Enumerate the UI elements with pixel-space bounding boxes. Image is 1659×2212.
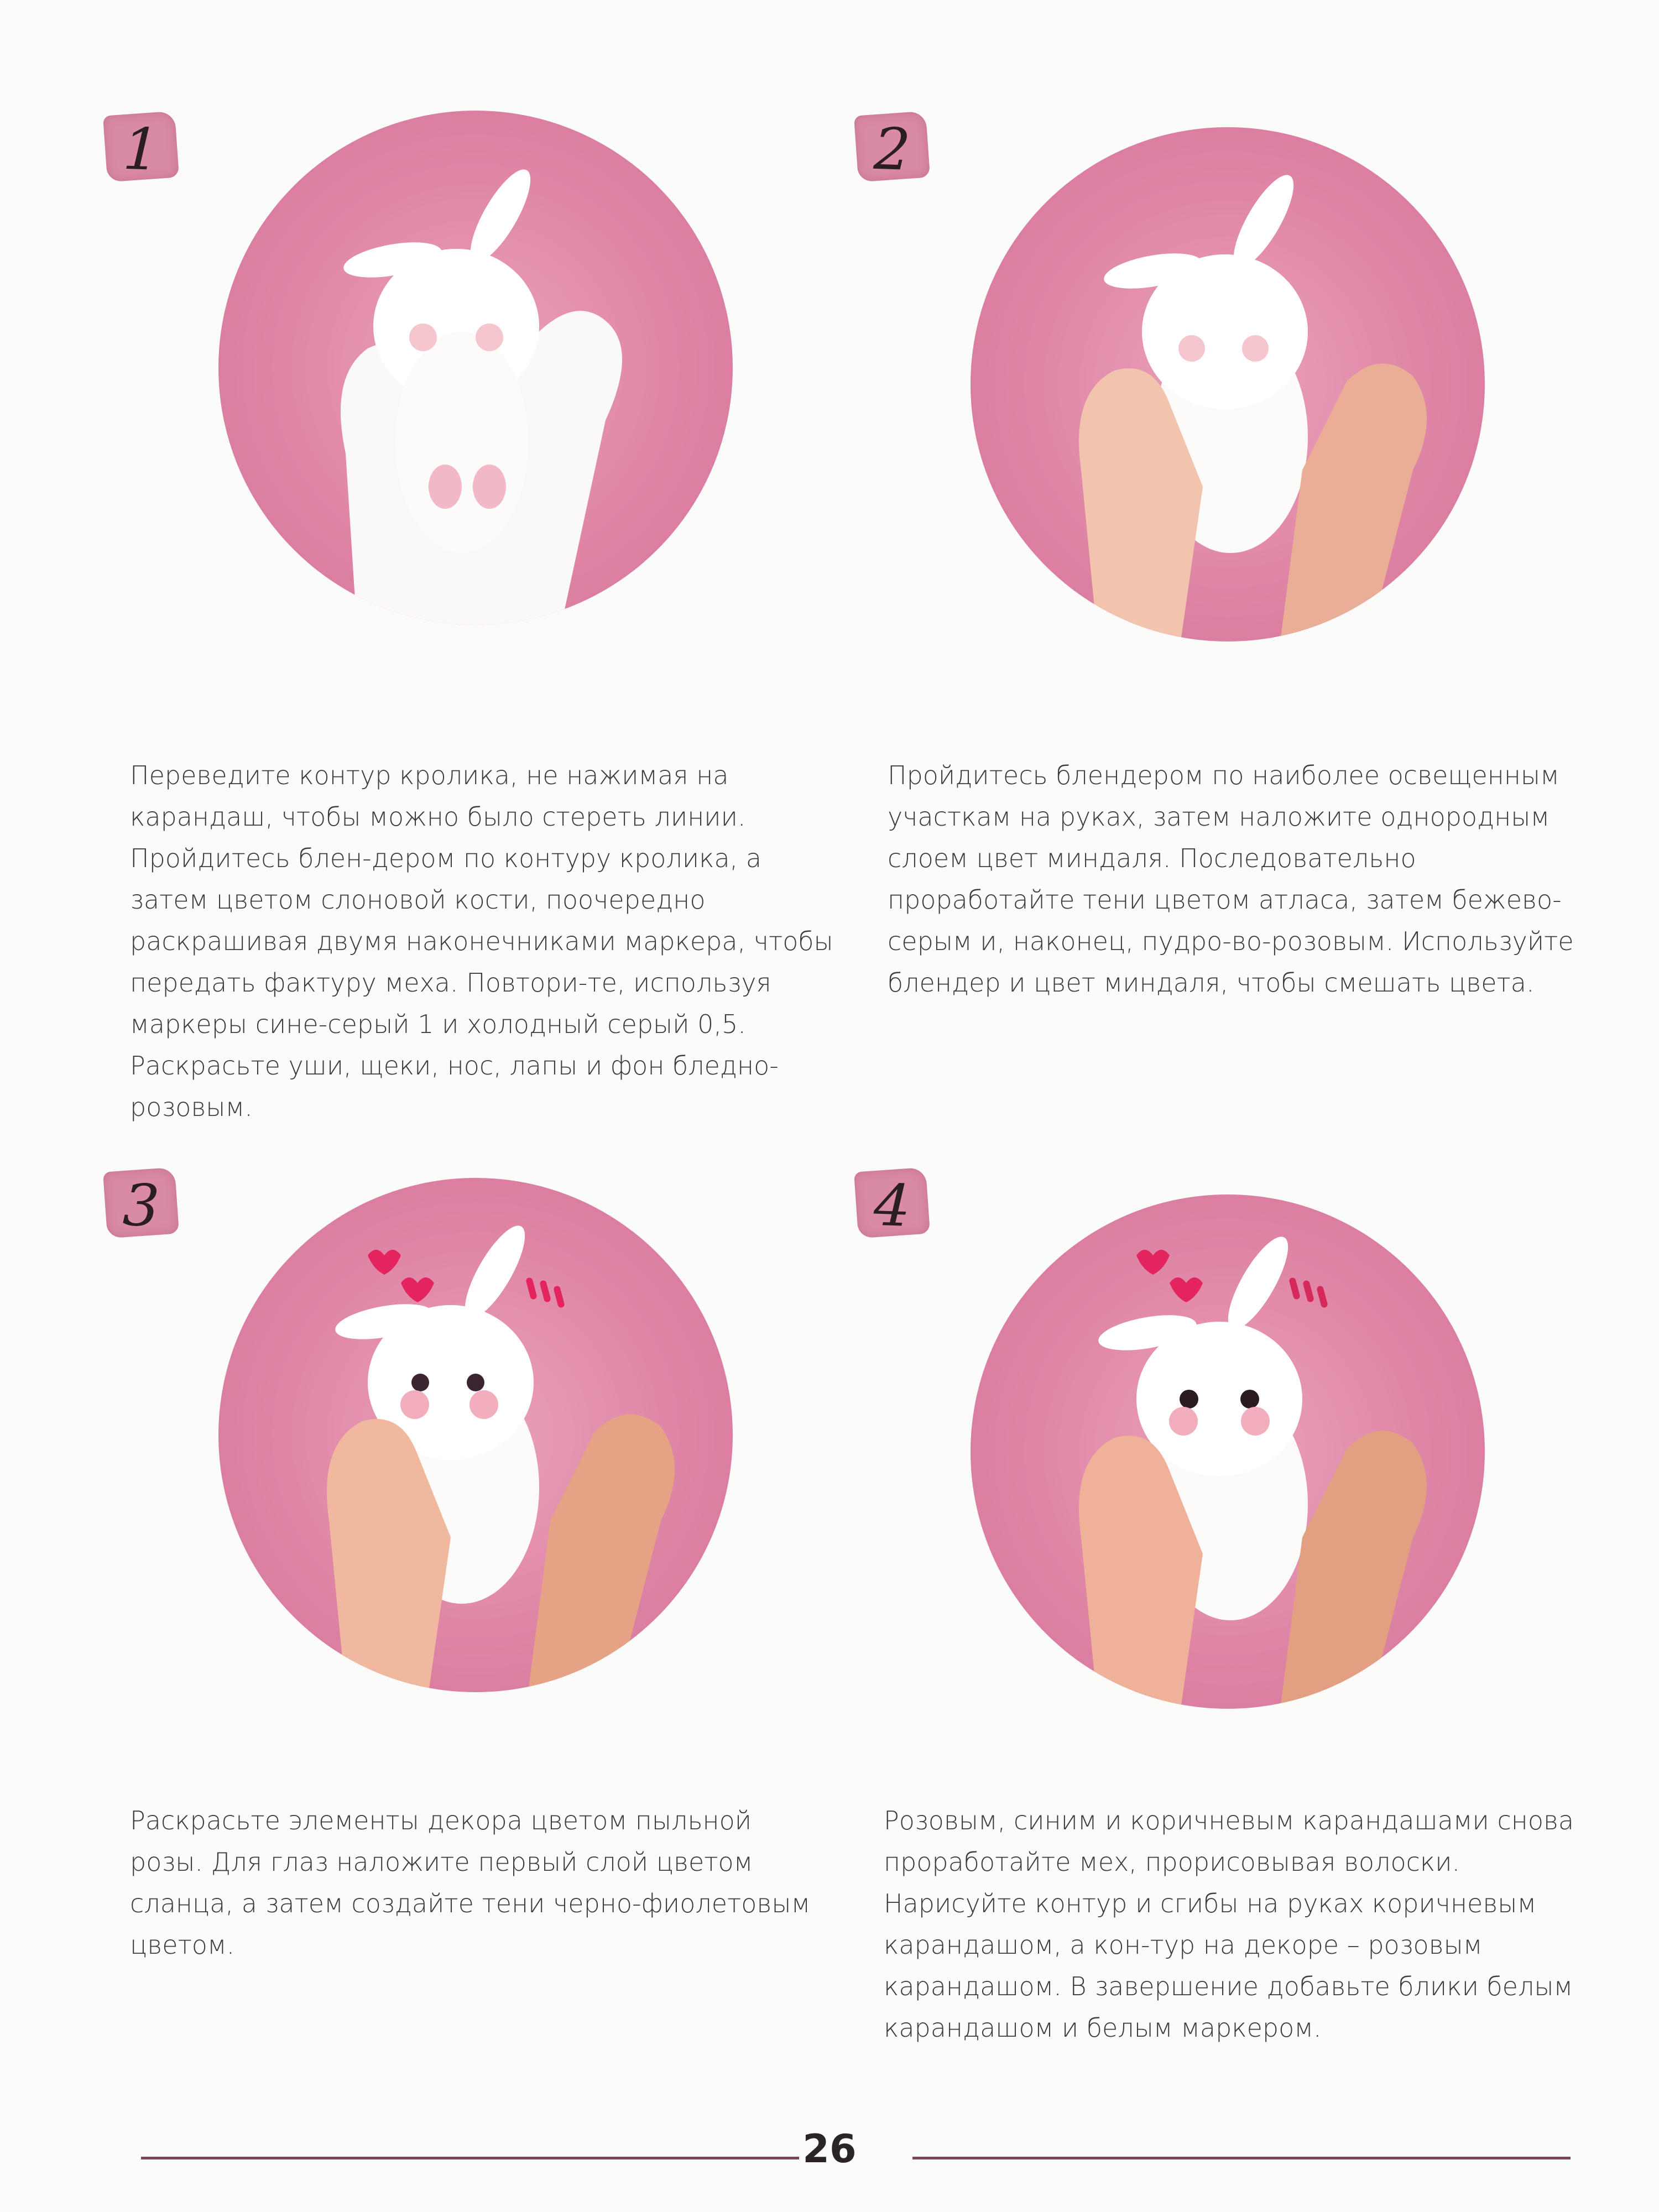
step-number-2: 2 bbox=[873, 114, 912, 184]
step-description-2: Пройдитесь блендером по наиболее освещенным участкам на руках, затем наложите однородным слоем цвет миндаля. Последовательно проработайте тени цветом атласа, затем бежево-серым и, наконец, пудро-во-розовым. Используйте блендер и цвет миндаля, чтобы смешать цвета. bbox=[888, 760, 1574, 998]
step-number-badge-4 bbox=[854, 1167, 930, 1239]
step-illustration-2 bbox=[971, 127, 1485, 641]
step-number-badge-1 bbox=[103, 111, 179, 182]
step-description-4: Розовым, синим и коричневым карандашами снова проработайте мех, прорисовывая волоски. Нарисуйте контур и сгибы на руках коричневым карандашом, а кон-тур на декоре – розовым карандашом. В завершение добавьте блики белым карандашом и белым маркером. bbox=[884, 1806, 1574, 2043]
step-number-3: 3 bbox=[122, 1171, 161, 1240]
step-number-badge-3 bbox=[103, 1167, 179, 1239]
step-illustration-3 bbox=[218, 1178, 733, 1692]
page-number: 26 bbox=[802, 2126, 857, 2172]
step-number-badge-2 bbox=[854, 111, 930, 182]
step-number-1: 1 bbox=[122, 114, 161, 184]
step-description-1: Переведите контур кролика, не нажимая на карандаш, чтобы можно было стереть линии. Пройдитесь блен-дером по контуру кролика, а затем цветом слоновой кости, поочередно раскрашивая двумя наконечниками маркера, чтобы передать фактуру меха. Повтори-те, используя маркеры сине-серый 1 и холодный серый 0,5. Раскрасьте уши, щеки, нос, лапы и фон бледно-розовым. bbox=[130, 760, 833, 1122]
step-number-4: 4 bbox=[873, 1171, 912, 1240]
bunny-hands-illustration-2 bbox=[971, 127, 1485, 641]
footer-line-right bbox=[912, 2157, 1571, 2159]
step-description-3: Раскрасьте элементы декора цветом пыльной розы. Для глаз наложите первый слой цветом сланца, а затем создайте тени черно-фиолетовым цветом. bbox=[130, 1806, 811, 1960]
bunny-hands-illustration-3 bbox=[218, 1178, 733, 1692]
step-illustration-4 bbox=[971, 1194, 1485, 1709]
step-illustration-1 bbox=[218, 111, 733, 625]
bunny-hands-illustration-1 bbox=[218, 111, 733, 625]
footer-line-left bbox=[141, 2157, 799, 2159]
bunny-hands-illustration-4 bbox=[971, 1194, 1485, 1709]
